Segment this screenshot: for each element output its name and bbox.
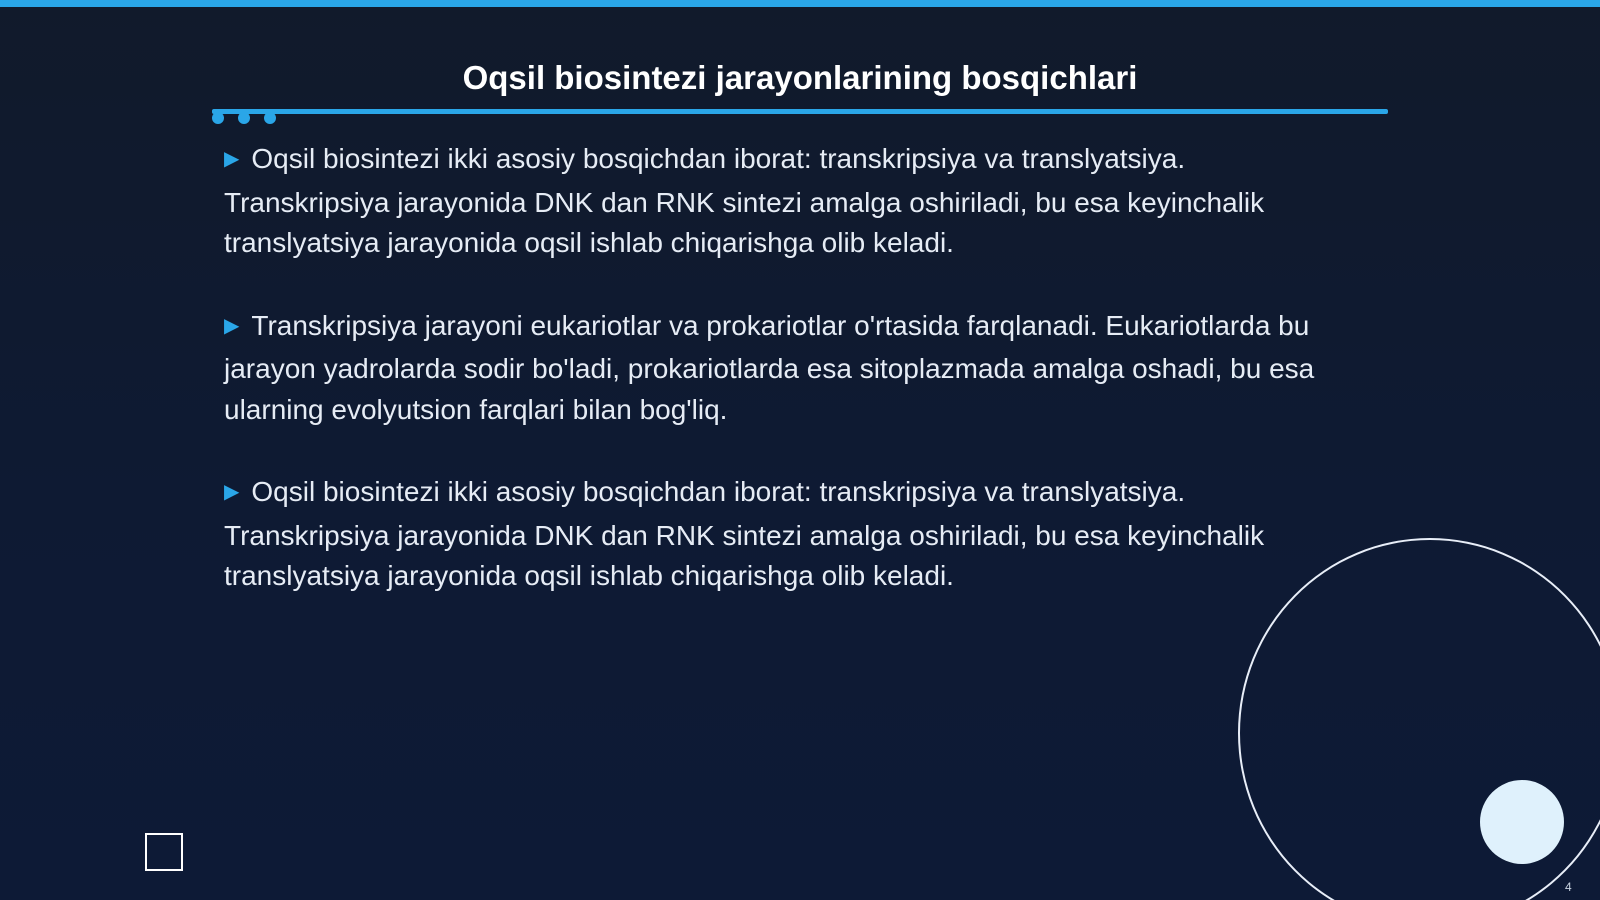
decorative-square [145,833,183,871]
bullet-list [224,139,1354,639]
page-number: 4 [1565,880,1572,894]
bullet-item [224,306,1354,431]
bullet-text: Transkripsiya jarayoni eukariotlar va prokariotlar o'rtasida farqlanadi. Eukariotlarda bu jarayon yadrolarda sodir bo'ladi, prokariotlarda esa sitoplazmada amalga oshadi, bu esa ularning evolyutsion farqlari bilan bog'liq. [224,309,1315,425]
bullet-text: Oqsil biosintezi ikki asosiy bosqichdan iborat: transkripsiya va translyatsiya. Transkripsiya jarayonida DNK dan RNK sintezi amalga oshiriladi, bu esa keyinchalik translyatsiya jarayonida oqsil ishlab chiqarishga olib keladi. [224,476,1265,591]
slide-title: Oqsil biosintezi jarayonlarining bosqichlari [462,59,1138,96]
bullet-arrow-icon: ▶ [224,148,240,170]
bullet-arrow-icon: ▶ [224,481,240,503]
bullet-text: Oqsil biosintezi ikki asosiy bosqichdan iborat: transkripsiya va translyatsiya. Transkripsiya jarayonida DNK dan RNK sintezi amalga oshiriladi, bu esa keyinchalik translyatsiya jarayonida oqsil ishlab chiqarishga olib keladi. [224,143,1265,258]
decorative-dot [264,112,276,124]
title-underline [212,109,1388,114]
top-accent-bar [0,0,1600,7]
decorative-dot [238,112,250,124]
bullet-item [224,139,1354,264]
decorative-circle-filled [1480,780,1564,864]
bullet-arrow-icon: ▶ [224,314,240,337]
bullet-item [224,472,1354,597]
decorative-dot [212,112,224,124]
